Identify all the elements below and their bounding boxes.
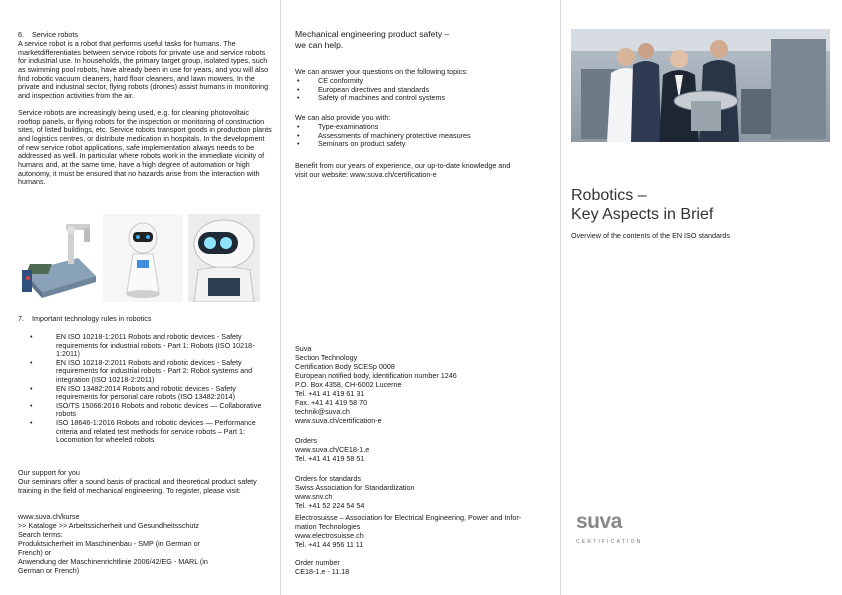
service-robots-paragraph-1: A service robot is a robot that performs useful tasks for humans. The marketdifferentiates between service robots for private use and service robots for industrial use. In households, the primary target group, isolated types, such as swimming pool robots, have already been in use for years, and you will also find robotic vacuum cleaners, hard floor cleaners, and lawn mowers. In the private and industrial sector, flying robots (drones) assist humans in monitoring and inspection activities from the air. bbox=[18, 39, 269, 100]
suva-logo bbox=[576, 511, 642, 545]
provide-item: • Assessments of machinery protective measures bbox=[297, 132, 537, 141]
technology-rules-heading: 7. Important technology rules in robotics bbox=[18, 314, 152, 323]
engineers-photo bbox=[571, 29, 830, 142]
headline-line-1: Mechanical engineering product safety – bbox=[295, 29, 450, 39]
questions-item: • CE conformity bbox=[297, 77, 537, 86]
right-column bbox=[560, 0, 842, 595]
middle-column bbox=[280, 0, 560, 595]
orders-link[interactable]: www.suva.ch/CE18-1.e bbox=[295, 445, 370, 454]
technology-rule-item: • EN ISO 13482:2014 Robots and robotic devices - Safety requirements for personal care robots (ISO 13482:2014) bbox=[28, 385, 272, 402]
questions-list bbox=[297, 77, 537, 103]
document-title-line-1: Robotics – bbox=[571, 187, 647, 204]
suva-logo-text: suva bbox=[576, 510, 622, 533]
standards-heading: Orders for standards bbox=[295, 474, 361, 483]
provide-item: • Seminars on product safety bbox=[297, 140, 537, 149]
support-line: Search terms: bbox=[18, 530, 63, 539]
contact-org: Suva bbox=[295, 344, 312, 353]
support-line: German or French) bbox=[18, 566, 80, 575]
order-number-label: Order number bbox=[295, 558, 340, 567]
support-line: French) or bbox=[18, 548, 52, 557]
support-line: Produktsicherheit im Maschinenbau - SMP (in German or bbox=[18, 539, 201, 548]
orders-phone: Tel. +41 41 419 58 51 bbox=[295, 454, 365, 463]
electrosuisse-line: Electrosuisse – Association for Electrical Engineering, Power and Infor- bbox=[295, 513, 522, 522]
contact-line: European notified body, identification number 1246 bbox=[295, 371, 457, 380]
standards-link[interactable]: www.snv.ch bbox=[295, 492, 333, 501]
technology-rule-item: • ISO 18646-1:2016 Robots and robotic devices — Performance criteria and related test methods for service robots – Part 1: Locomotion for wheeled robots bbox=[28, 419, 272, 445]
support-line: Anwendung der Maschinenrichtlinie 2006/42/EG - MARL (in bbox=[18, 557, 208, 566]
orders-heading: Orders bbox=[295, 436, 317, 445]
technology-rule-item: • EN ISO 10218-1:2011 Robots and robotic devices - Safety requirements for industrial robots - Part 1: Robots (ISO 10218-1:2011) bbox=[28, 333, 272, 359]
standards-line: Swiss Association for Standardization bbox=[295, 483, 415, 492]
document-subtitle: Overview of the contents of the EN ISO standards bbox=[571, 231, 731, 240]
standards-phone: Tel. +41 52 224 54 54 bbox=[295, 501, 365, 510]
service-robots-paragraph-2: Service robots are increasingly being used, e.g. for cleaning photovoltaic rooftop panels, or flying robots for the inspection or monitoring of construction sites, of listed buildings, etc. Service robots transport goods in production plants and logistics centres, or distribute medication in hospitals. In the development of new service robot applications, safe implementation always needs to be addressed as well. In particular where robots work in the immediate vicinity of humans and, at the same time, have a high degree of automation or high autonomy, it must be ensured that no hazards arise from the interaction with humans. bbox=[18, 108, 272, 187]
suva-logo-subtext: CERTIFICATION bbox=[576, 539, 643, 545]
contact-line: Certification Body SCESp 0008 bbox=[295, 362, 395, 371]
service-robot-image bbox=[103, 214, 183, 302]
benefit-line-2[interactable]: visit our website: www.suva.ch/certification-e bbox=[295, 170, 437, 179]
electrosuisse-link[interactable]: www.electrosuisse.ch bbox=[295, 531, 364, 540]
electrosuisse-line: mation Technologies bbox=[295, 522, 361, 531]
support-text: Our seminars offer a sound basis of practical and theoretical product safety training in the field of mechanical engineering. To register, please visit: bbox=[18, 477, 257, 495]
contact-line: P.O. Box 4358, CH-6002 Lucerne bbox=[295, 380, 402, 389]
benefit-line-1: Benefit from our years of experience, our up-to-date knowledge and bbox=[295, 161, 511, 170]
provide-intro: We can also provide you with: bbox=[295, 113, 391, 122]
contact-email[interactable]: technik@suva.ch bbox=[295, 407, 350, 416]
order-number-value: CE18-1.e - 11.18 bbox=[295, 567, 350, 576]
provide-list bbox=[297, 123, 537, 149]
technology-rule-item: • EN ISO 10218-2:2011 Robots and robotic devices - Safety requirements for industrial robots - Part 2: Robot systems and integration (ISO 10218-2:2011) bbox=[28, 359, 272, 385]
industrial-robot-image bbox=[18, 214, 98, 302]
contact-website[interactable]: www.suva.ch/certification-e bbox=[295, 416, 382, 425]
questions-item: • Safety of machines and control systems bbox=[297, 94, 537, 103]
contact-phone: Tel. +41 41 419 61 31 bbox=[295, 389, 365, 398]
technology-rules-list bbox=[28, 333, 272, 445]
support-heading: Our support for you bbox=[18, 468, 80, 477]
headline-line-2: we can help. bbox=[295, 40, 344, 50]
technology-rule-item: • ISO/TS 15066:2016 Robots and robotic devices — Collaborative robots bbox=[28, 402, 272, 419]
electrosuisse-phone: Tel. +41 44 956 11 11 bbox=[295, 540, 364, 549]
support-link[interactable]: www.suva.ch/kurse bbox=[18, 512, 80, 521]
questions-intro: We can answer your questions on the following topics: bbox=[295, 67, 468, 76]
support-line: >> Kataloge >> Arbeitssicherheit und Gesundheitsschutz bbox=[18, 521, 200, 530]
contact-line: Section Technology bbox=[295, 353, 358, 362]
robot-head-image bbox=[188, 214, 260, 302]
contact-fax: Fax. +41 41 419 58 70 bbox=[295, 398, 368, 407]
questions-item: • European directives and standards bbox=[297, 86, 537, 95]
left-column bbox=[0, 0, 280, 595]
document-title-line-2: Key Aspects in Brief bbox=[571, 206, 714, 223]
service-robots-heading: 6. Service robots bbox=[18, 30, 78, 39]
provide-item: • Type-examinations bbox=[297, 123, 537, 132]
